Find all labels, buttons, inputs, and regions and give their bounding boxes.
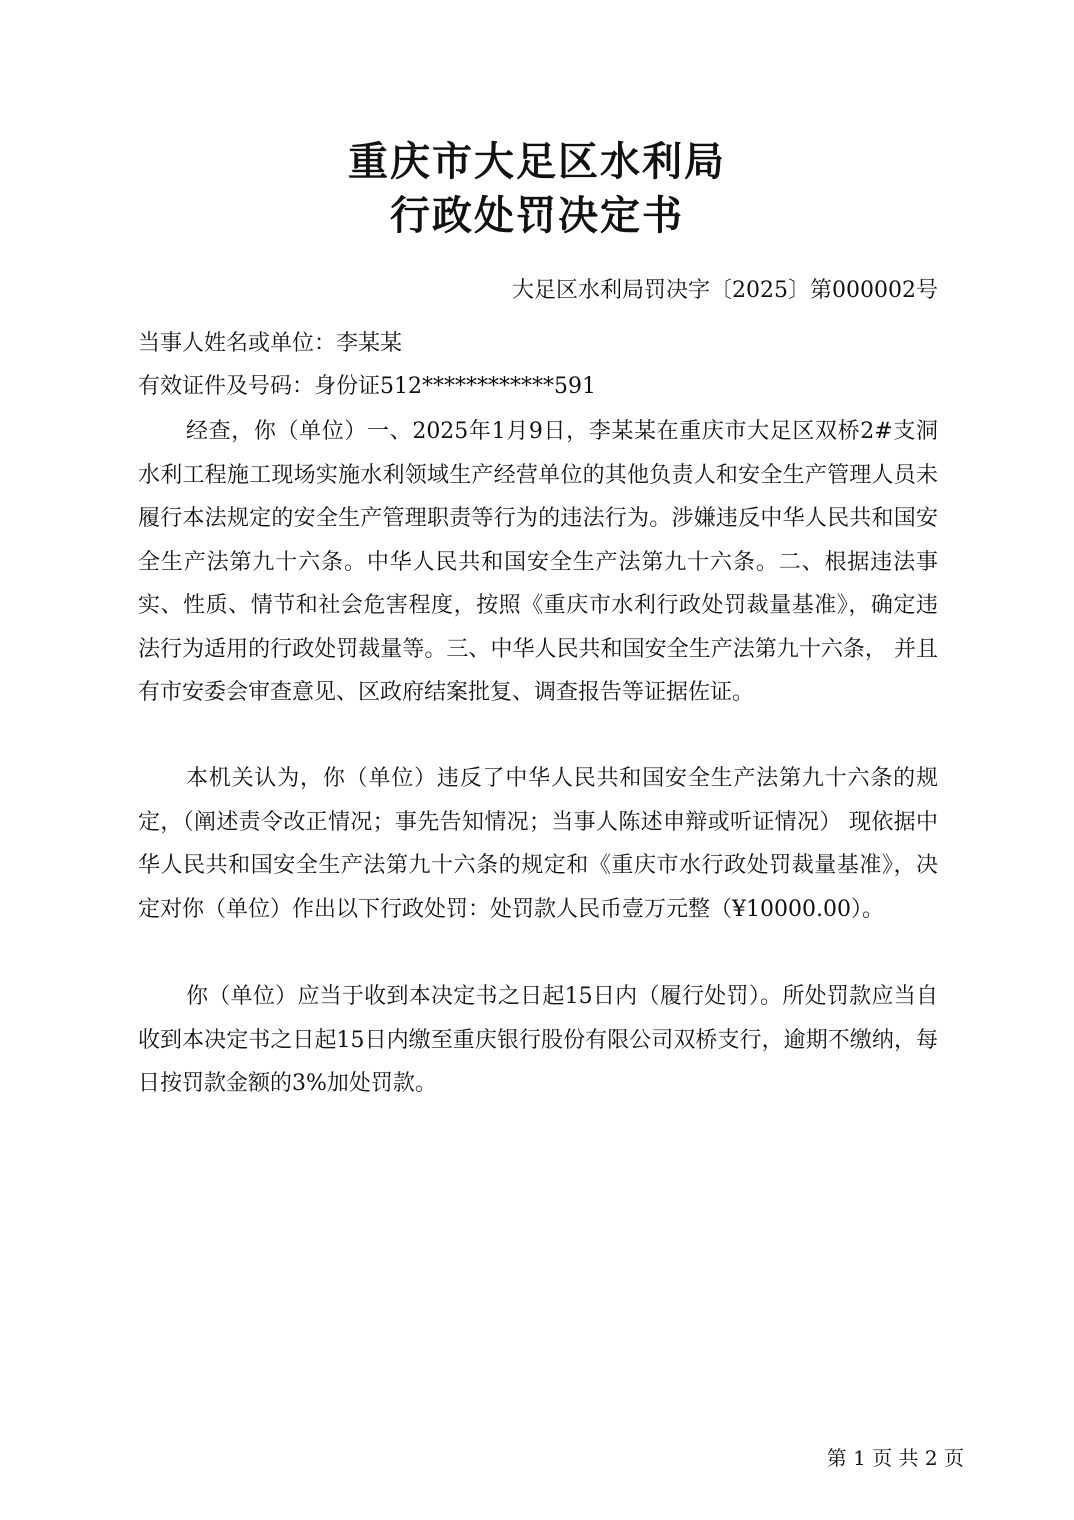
page-footer: 第 1 页 共 2 页: [826, 1446, 964, 1470]
paragraph-findings: 经查，你（单位）一、2025年1月9日，李某某在重庆市大足区双桥2#支洞水利工程施工现场实施水利领域生产经营单位的其他负责人和安全生产管理人员未履行本法规定的安全生产管理职责等行为的违法行为。涉嫌违反中华人民共和国安全生产法第九十六条。中华人民共和国安全生产法第九十六条。二、根据违法事实、性质、情节和社会危害程度，按照《重庆市水利行政处罚裁量基准》，确定违法行为适用的行政处罚裁量等。三、中华人民共和国安全生产法第九十六条， 并且有市安委会审查意见、区政府结案批复、调查报告等证据佐证。: [138, 419, 938, 705]
document-title-line2: 行政处罚决定书: [390, 192, 684, 239]
party-name: 当事人姓名或单位：李某某: [138, 331, 403, 356]
document-title-line1: 重庆市大足区水利局: [348, 138, 726, 185]
paragraph-payment: 你（单位）应当于收到本决定书之日起15日内（履行处罚）。所处罚款应当自收到本决定书之日起15日内缴至重庆银行股份有限公司双桥支行，逾期不缴纳，每日按罚款金额的3%加处罚款。: [138, 984, 938, 1096]
paragraph-decision: 本机关认为，你（单位）违反了中华人民共和国安全生产法第九十六条的规定，（阐述责令改正情况；事先告知情况；当事人陈述申辩或听证情况） 现依据中华人民共和国安全生产法第九十六条的规定和《重庆市水行政处罚裁量基准》，决定对你（单位）作出以下行政处罚：处罚款人民币壹万元整（¥10000.00）。: [138, 766, 938, 922]
document-number: 大足区水利局罚决字〔2025〕第000002号: [512, 278, 938, 303]
id-number: 有效证件及号码：身份证512************591: [138, 374, 596, 399]
